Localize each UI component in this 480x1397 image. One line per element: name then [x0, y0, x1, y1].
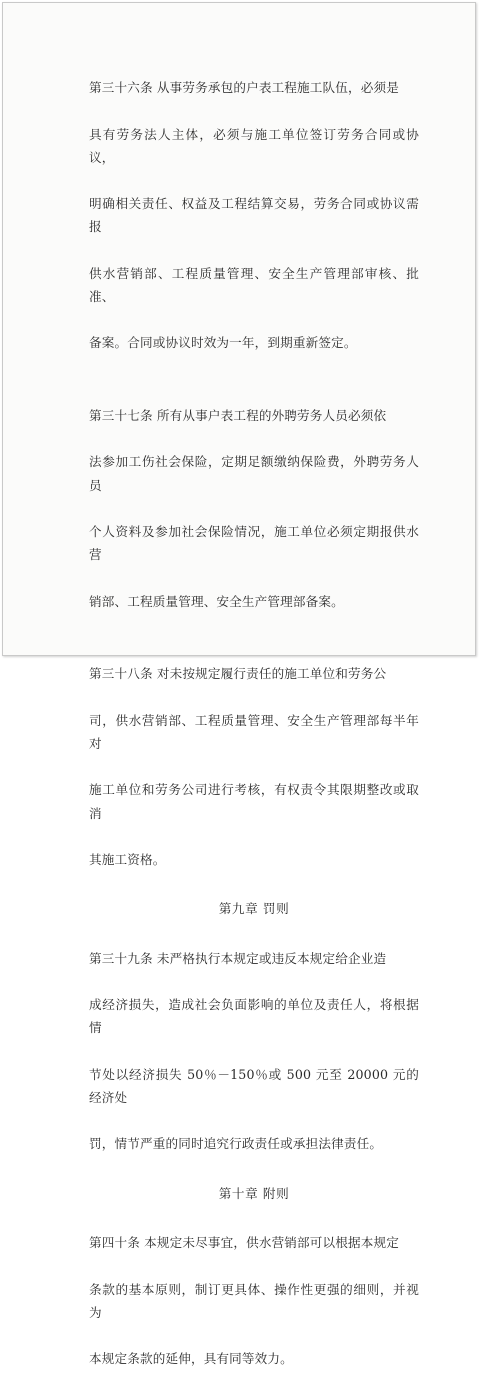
- article-40: [89, 1208, 419, 1394]
- article-37-line: 第三十七条 所有从事户表工程的外聘劳务人员必须依: [89, 408, 387, 424]
- document-page: [2, 2, 476, 1367]
- document-body: [89, 53, 419, 1397]
- article-37-line: 销部、工程质量管理、安全生产管理部备案。: [89, 593, 344, 609]
- article-39-line: 罚，情节严重的同时追究行政责任或承担法律责任。: [89, 1136, 383, 1152]
- article-37-line: 个人资料及参加社会保险情况，施工单位必须定期报供水营: [89, 524, 419, 563]
- article-37-line: 法参加工伤社会保险，定期足额缴纳保险费，外聘劳务人员: [89, 454, 419, 493]
- article-36-line: 备案。合同或协议时效为一年，到期重新签定。: [89, 335, 357, 351]
- article-39-line: 成经济损失，造成社会负面影响的单位及责任人，将根据情: [89, 997, 419, 1036]
- article-36-line: 具有劳务法人主体，必须与施工单位签订劳务合同或协议，: [89, 126, 419, 165]
- article-38-line: 司，供水营销部、工程质量管理、安全生产管理部每半年对: [89, 712, 419, 751]
- article-40-line: 第四十条 本规定未尽事宜，供水营销部可以根据本规定: [89, 1235, 400, 1251]
- article-38-line: 第三十八条 对未按规定履行责任的施工单位和劳务公: [89, 666, 387, 682]
- article-39: [89, 924, 419, 1179]
- article-37: [89, 381, 419, 636]
- chapter-10-heading: 第十章 附则: [218, 1185, 290, 1201]
- article-36: [89, 53, 419, 378]
- article-38: [89, 639, 419, 894]
- chapter-9-heading: 第九章 罚则: [218, 901, 290, 917]
- article-36-line: 第三十六条 从事劳务承包的户表工程施工队伍，必须是: [89, 80, 400, 96]
- article-40-line: 条款的基本原则，制订更具体、操作性更强的细则，并视为: [89, 1281, 419, 1320]
- article-38-line: 其施工资格。: [89, 851, 166, 867]
- article-36-line: 供水营销部、工程质量管理、安全生产管理部审核、批准、: [89, 265, 419, 305]
- article-36-line: 明确相关责任、权益及工程结算交易，劳务合同或协议需报: [89, 196, 419, 235]
- article-38-line: 施工单位和劳务公司进行考核，有权责令其限期整改或取消: [89, 782, 419, 821]
- article-39-line: 第三十九条 未严格执行本规定或违反本规定给企业造: [89, 950, 387, 966]
- article-40-line: 本规定条款的延伸，具有同等效力。: [89, 1351, 293, 1367]
- article-39-line: 节处以经济损失 50％－150％或 500 元至 20000 元的经济处: [89, 1066, 419, 1105]
